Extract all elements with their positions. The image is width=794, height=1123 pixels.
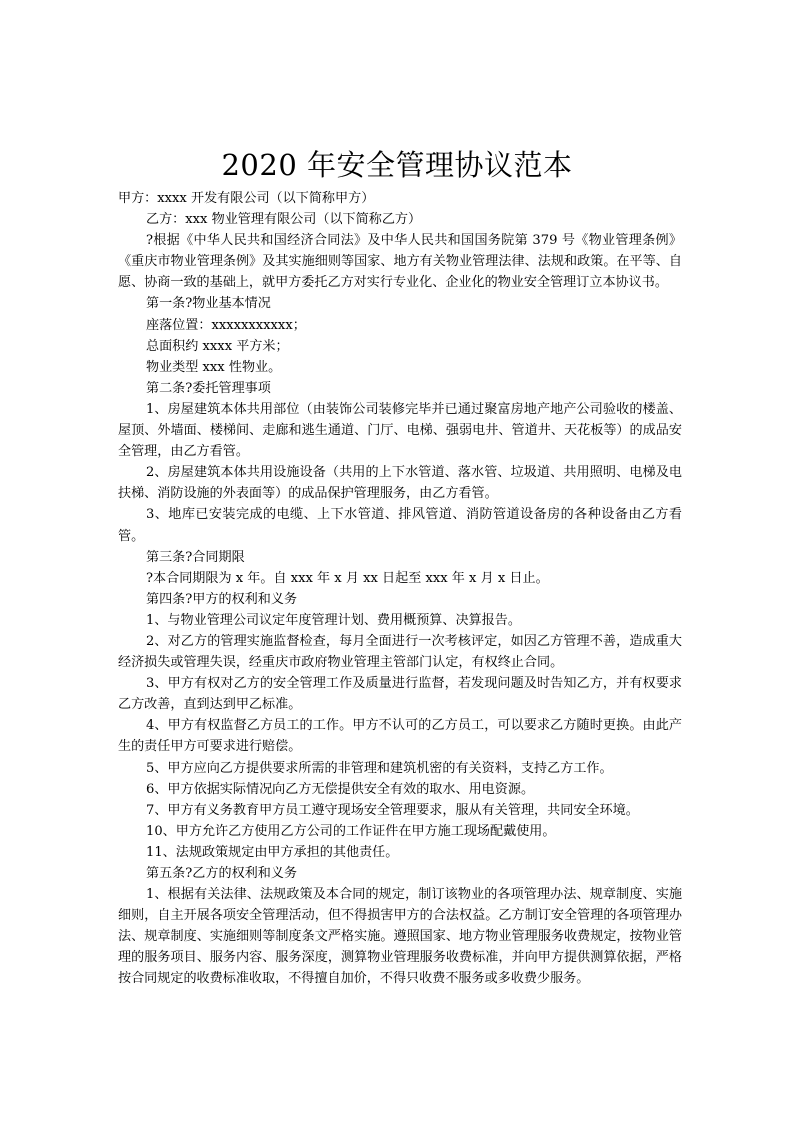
- paragraph: 第一条?物业基本情况: [146, 296, 271, 312]
- paragraph: 总面积约 xxxx 平方米；: [146, 338, 289, 354]
- document-title: 2020 年安全管理协议范本: [221, 148, 573, 183]
- paragraph: 4、甲方有权监督乙方员工的工作。甲方不认可的乙方员工，可以要求乙方随时更换。由此产生的责任甲方可要求进行赔偿。: [118, 718, 682, 755]
- paragraph: 10、甲方允许乙方使用乙方公司的工作证件在甲方施工现场配戴使用。: [146, 823, 556, 839]
- paragraph: 第二条?委托管理事项: [146, 380, 271, 396]
- paragraph: 第四条?甲方的权利和义务: [146, 591, 298, 607]
- paragraph: 第三条?合同期限: [146, 549, 245, 565]
- paragraph: 物业类型 xxx 性物业。: [146, 359, 282, 375]
- paragraph: 3、地库已安装完成的电缆、上下水管道、排风管道、消防管道设备房的各种设备由乙方看管。: [118, 507, 682, 544]
- paragraph: ?本合同期限为 x 年。自 xxx 年 x 月 xx 日起至 xxx 年 x 月 x 日止。: [146, 570, 549, 586]
- paragraph: 第五条?乙方的权利和义务: [146, 866, 298, 881]
- paragraph: 11、法规政策规定由甲方承担的其他责任。: [146, 844, 399, 860]
- paragraph: 1、与物业管理公司议定年度管理计划、费用概预算、决算报告。: [146, 612, 521, 628]
- paragraph: 座落位置：xxxxxxxxxxx；: [146, 317, 306, 333]
- paragraph: 1、根据有关法律、法规政策及本合同的规定，制订该物业的各项管理办法、规章制度、实施细则，自主开展各项安全管理活动，但不得损害甲方的合法权益。乙方制订安全管理的各项管理办法、规章制度、实施细则等制度条文严格实施。遵照国家、地方物业管理服务收费规定，按物业管理的服务项目、服务内容、服务深度，测算物业管理服务收费标准，并向甲方提供测算依据，严格按合同规定的收费标准收取，不得擅自加价，不得只收费不服务或多收费少服务。: [118, 887, 682, 987]
- paragraph: 7、甲方有义务教育甲方员工遵守现场安全管理要求，服从有关管理，共同安全环境。: [146, 802, 639, 818]
- paragraph: 6、甲方依据实际情况向乙方无偿提供安全有效的取水、用电资源。: [146, 781, 535, 797]
- paragraph: 1、房屋建筑本体共用部位（由装饰公司装修完毕并已通过聚富房地产地产公司验收的楼盖、屋顶、外墙面、楼梯间、走廊和逃生通道、门厅、电梯、强弱电井、管道井、天花板等）的成品安全管理，由乙方看管。: [118, 401, 682, 460]
- paragraph: 5、甲方应向乙方提供要求所需的非管理和建筑机密的有关资料，支持乙方工作。: [146, 760, 613, 776]
- paragraph: 乙方：xxx 物业管理有限公司（以下简称乙方）: [146, 212, 422, 228]
- document-body: [118, 188, 682, 990]
- paragraph: 2、对乙方的管理实施监督检查，每月全面进行一次考核评定，如因乙方管理不善，造成重大经济损失或管理失误，经重庆市政府物业管理主管部门认定，有权终止合同。: [118, 633, 682, 671]
- paragraph: ?根据《中华人民共和国经济合同法》及中华人民共和国国务院第 379 号《物业管理条例》《重庆市物业管理条例》及其实施细则等国家、地方有关物业管理法律、法规和政策。在平等、自愿、协商一致的基础上，就甲方委托乙方对实行专业化、企业化的物业安全管理订立本协议书。: [118, 233, 682, 291]
- paragraph: 3、甲方有权对乙方的安全管理工作及质量进行监督，若发现问题及时告知乙方，并有权要求乙方改善，直到达到甲乙标准。: [118, 676, 682, 713]
- paragraph: 甲方：xxxx 开发有限公司（以下简称甲方）: [118, 191, 375, 206]
- paragraph: 2、房屋建筑本体共用设施设备（共用的上下水管道、落水管、垃圾道、共用照明、电梯及电扶梯、消防设施的外表面等）的成品保护管理服务，由乙方看管。: [118, 465, 682, 502]
